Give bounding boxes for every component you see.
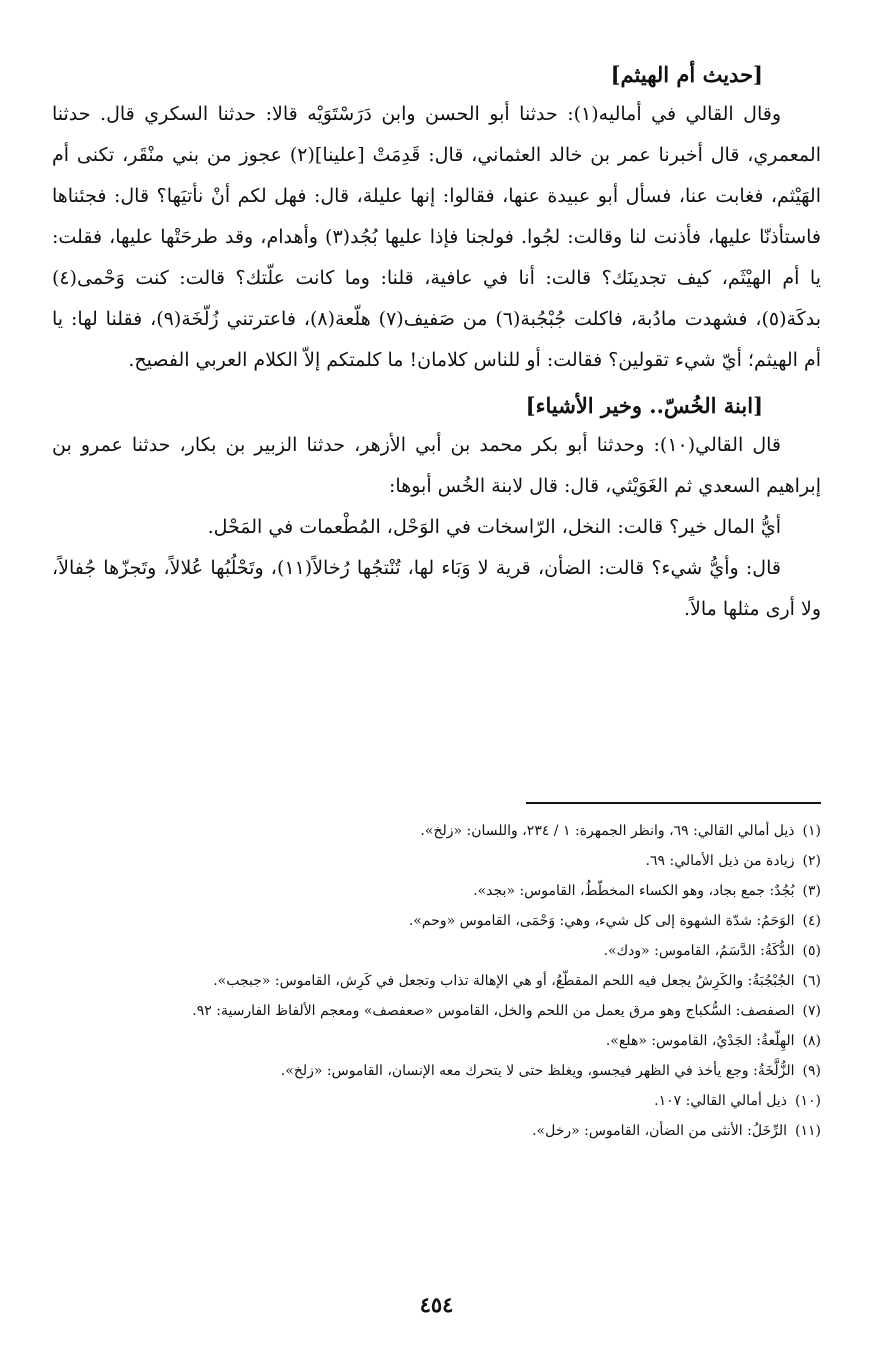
footnote-number: (١١): [795, 1123, 821, 1139]
footnote: [52, 848, 821, 875]
footnote-number: (٥): [802, 943, 821, 959]
paragraph-umm-al-haytham: وقال القالي في أماليه(١): حدثنا أبو الحسن وابن دَرَسْتَوَيْه قالا: حدثنا السكري قال. حدثنا المعمري، قال أخبرنا عمر بن خالد العثماني، قال: قَدِمَتْ [علينا](٢) عجوز من بني منْقَر، تكنى أم الهَيْثم، فغابت عنا، فسأل أبو عبيدة عنها، فقالوا: إنها عليلة، قال: فهل لكم أنْ نأتيَها؟ قال: فجئناها فاستأذنّا عليها، فأذنت لنا وقالت: لجُوا. فولجنا فإذا عليها بُجُد(٣) وأهدام، وقد طرحَتْها عليها، فقلت: يا أم الهيْثَم، كيف تجدينَك؟ قالت: أنا في عافية، قلنا: وما كانت علّتك؟ قالت: كنت وَحْمى(٤) بدكَة(٥)، فشهدت مادُبة، فاكلت جُبْجُبة(٦) من صَفيف(٧) هلّعة(٨)، فاعترتني زُلّخَة(٩)، فقلنا لها: يا أم الهيثم؛ أيّ شيء تقولين؟ فقالت: أو للناس كلامان! ما كلمتكم إلاّ الكلام العربي الفصيح.: [52, 103, 822, 371]
footnote-number: (١٠): [795, 1093, 821, 1109]
footnote-text: زيادة من ذيل الأمالي: ٦٩.: [645, 853, 795, 869]
footnote: [52, 1058, 821, 1085]
main-text: [52, 60, 821, 630]
footnotes: [52, 818, 821, 1148]
footnote: [52, 1088, 821, 1115]
footnote-text: ذيل أمالي القالي: ١٠٧.: [654, 1093, 788, 1109]
footnote-text: الجُبْجُبَةُ: والكَرِشُ يجعل فيه اللحم المقطّعُ، أو هي الإهالة تذاب وتجعل في كَرِش، القاموس: «جبجب».: [213, 973, 795, 989]
page-number: ٤٥٤: [419, 1292, 454, 1317]
paragraph-ibnat-intro: قال القالي(١٠): وحدثنا أبو بكر محمد بن أبي الأزهر، حدثنا الزبير بن بكار، حدثنا عمرو بن إبراهيم السعدي ثم الغَوَيْثي، قال: قال لابنة الخُس أبوها:: [52, 434, 821, 497]
footnote: [52, 968, 821, 995]
footnote: [52, 878, 821, 905]
footnote-text: الوَحَمُ: شدّة الشهوة إلى كل شيء، وهي: وَحْمَى، القاموس «وحم».: [408, 913, 795, 929]
footnote: [52, 818, 821, 845]
footnote-number: (١): [802, 823, 821, 839]
footnote-text: بُجُدٌ: جمع بجاد، وهو الكساء المخطّطُ، القاموس: «بجد».: [473, 883, 795, 899]
footnote: [52, 998, 821, 1025]
footnote-text: الزُّلَّخَةُ: وجع يأخذ في الظهر فيجسو، ويغلظ حتى لا يتحرك معه الإنسان، القاموس: «زلخ».: [280, 1063, 795, 1079]
footnote-number: (٩): [802, 1063, 821, 1079]
section-heading-ibnat-al-khuss: [ابنة الخُسّ.. وخير الأشياء]: [525, 393, 763, 418]
footnote-divider: [526, 802, 821, 804]
footnote: [52, 908, 821, 935]
section-heading-umm-al-haytham: [حديث أم الهيثم]: [610, 62, 763, 87]
footnote-text: الصفصف: السُّكباج وهو مرق يعمل من اللحم والخل، القاموس «صعفصف» ومعجم الألفاظ الفارسية: ٩٢.: [192, 1003, 795, 1019]
footnote-text: الرِّخَلُ: الأنثى من الضأن، القاموس: «رخل».: [532, 1123, 788, 1139]
footnote-number: (٤): [802, 913, 821, 929]
paragraph-best-wealth: أيُّ المال خير؟ قالت: النخل، الرّاسخات في الوَحْل، المُطْعمات في المَحْل.: [207, 516, 781, 538]
footnote: [52, 1118, 821, 1145]
footnote: [52, 1028, 821, 1055]
paragraph-sheep: قال: وأيُّ شيء؟ قالت: الضأن، قرية لا وَبَاء لها، تُنْتجُها رُخالاً(١١)، وتَحْلُبُها عُلالاً، وتَجزّها جُفالاً، ولا أرى مثلها مالاً.: [52, 557, 821, 620]
footnote-number: (٧): [802, 1003, 821, 1019]
footnote-number: (٦): [802, 973, 821, 989]
footnote-text: الهِلّعةُ: الجَدْيُ، القاموس: «هلع».: [605, 1033, 795, 1049]
footnote-number: (٢): [802, 853, 821, 869]
footnote-number: (٣): [802, 883, 821, 899]
footnote-text: ذيل أمالي القالي: ٦٩، وانظر الجمهرة: ١ / ٢٣٤، واللسان: «زلخ».: [420, 823, 795, 839]
footnote-number: (٨): [802, 1033, 821, 1049]
footnote: [52, 938, 821, 965]
footnote-text: الدُّكَةُ: الدَّسَمُ، القاموس: «ودك».: [603, 943, 795, 959]
